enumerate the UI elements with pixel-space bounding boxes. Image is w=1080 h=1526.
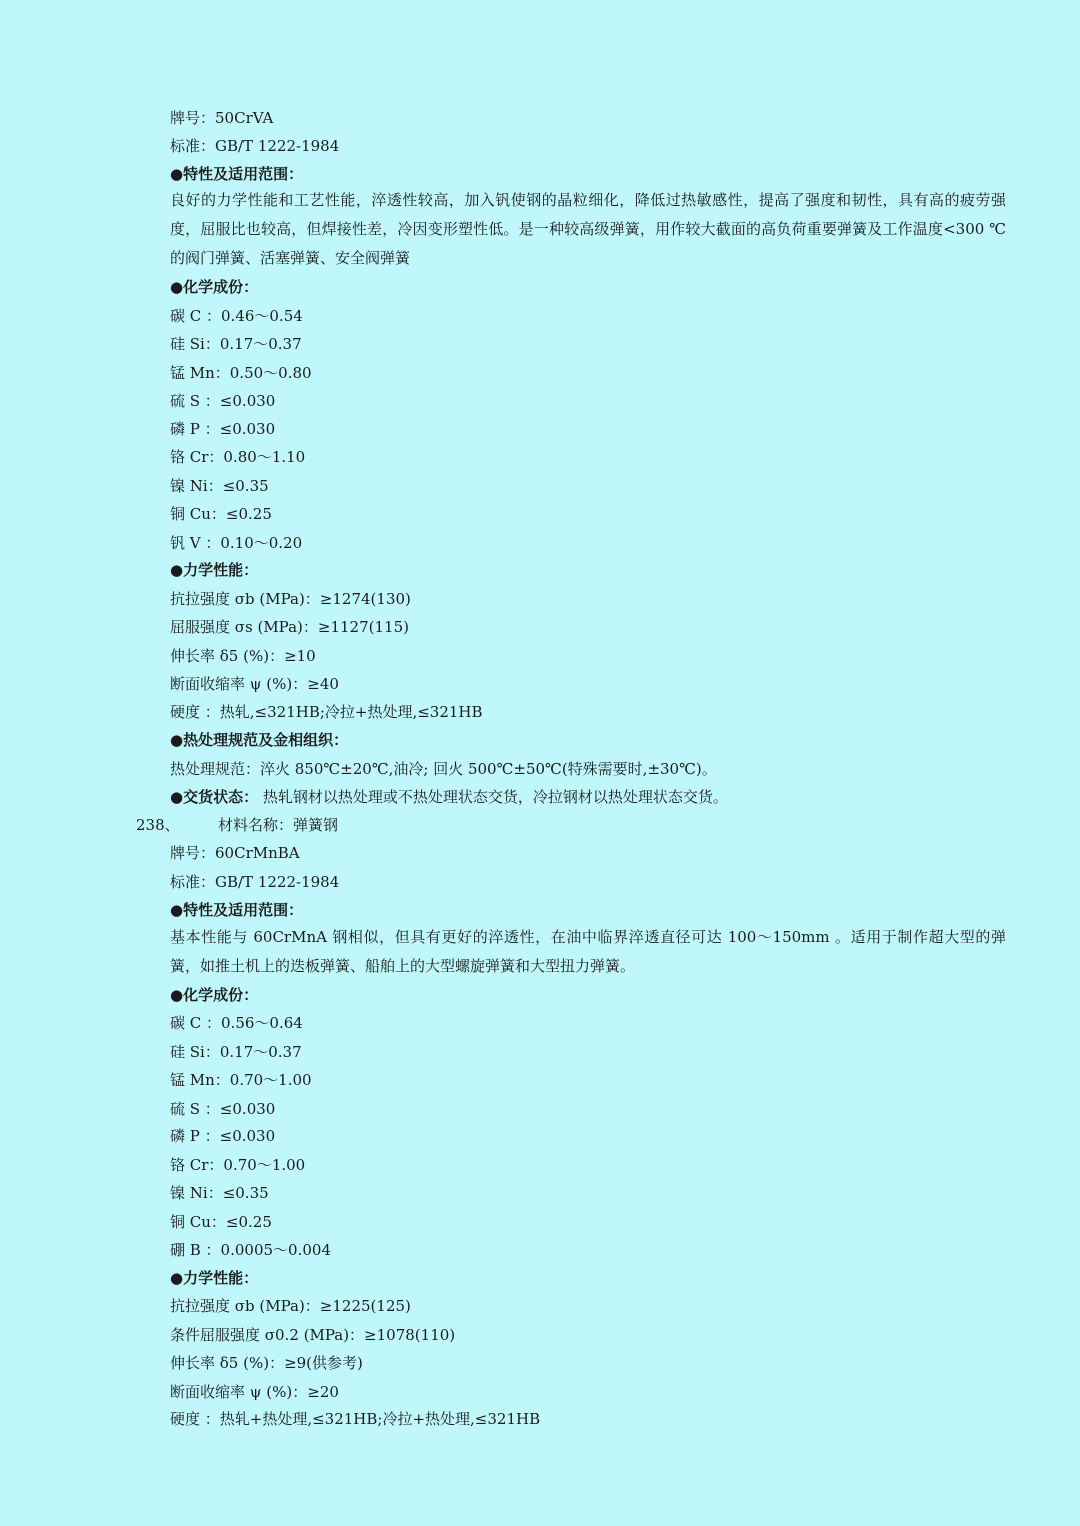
heat-treatment-heading: ●热处理规范及金相组织： [170, 731, 349, 749]
chem-item: 锰 Mn：0.50～0.80 [170, 364, 312, 382]
chem-item: 锰 Mn：0.70～1.00 [170, 1071, 312, 1089]
properties-heading: ●特性及适用范围： [170, 901, 304, 919]
chem-item: 硅 Si：0.17～0.37 [170, 335, 302, 353]
standard-line: 标准：GB/T 1222-1984 [170, 873, 340, 891]
chem-item: 硫 S ：≤0.030 [170, 392, 276, 410]
chem-item: 镍 Ni：≤0.35 [170, 477, 269, 495]
properties-text: 良好的力学性能和工艺性能，淬透性较高，加入钒使钢的晶粒细化，降低过热敏感性，提高了强度和韧性，具有高的疲劳强度，屈服比也较高，但焊接性差，冷因变形塑性低。是一种较高级弹簧，用作较大截面的高负荷重要弹簧及工作温度<300 ℃的阀门弹簧、活塞弹簧、安全阀弹簧 [170, 191, 1006, 267]
mechanical-heading: ●力学性能： [170, 1269, 259, 1287]
chem-item: 铜 Cu：≤0.25 [170, 505, 272, 523]
properties-heading: ●特性及适用范围： [170, 165, 304, 183]
mech-item: 断面收缩率 ψ (%)：≥20 [170, 1383, 339, 1401]
mech-item: 伸长率 δ5 (%)：≥10 [170, 647, 316, 665]
material-name: 材料名称：弹簧钢 [218, 816, 339, 834]
chemical-heading: ●化学成份： [170, 278, 259, 296]
properties-text: 基本性能与 60CrMnA 钢相似，但具有更好的淬透性，在油中临界淬透直径可达 100～150mm 。适用于制作超大型的弹簧，如推土机上的迭板弹簧、船舶上的大型螺旋弹簧和大型扭力弹簧。 [170, 928, 1006, 975]
chem-item: 磷 P ：≤0.030 [170, 420, 276, 438]
standard-line: 标准：GB/T 1222-1984 [170, 137, 340, 155]
mech-item: 断面收缩率 ψ (%)：≥40 [170, 675, 339, 693]
chem-item: 钒 V ：0.10～0.20 [170, 534, 303, 552]
chem-item: 铬 Cr：0.80～1.10 [170, 448, 306, 466]
chem-item: 碳 C ：0.56～0.64 [170, 1014, 303, 1032]
delivery-heading: ●交货状态： [170, 788, 259, 806]
chem-item: 硫 S ：≤0.030 [170, 1100, 276, 1118]
chem-item: 碳 C ：0.46～0.54 [170, 307, 303, 325]
delivery-line [170, 787, 728, 807]
chemical-heading: ●化学成份： [170, 986, 259, 1004]
mechanical-heading: ●力学性能： [170, 561, 259, 579]
mech-item: 抗拉强度 σb (MPa)：≥1274(130) [170, 590, 411, 608]
chem-item: 硼 B ：0.0005～0.004 [170, 1241, 331, 1259]
chem-item: 铜 Cu：≤0.25 [170, 1213, 272, 1231]
mech-item: 抗拉强度 σb (MPa)：≥1225(125) [170, 1297, 411, 1315]
mech-item: 硬度 ：热轧+热处理,≤321HB;冷拉+热处理,≤321HB [170, 1410, 541, 1428]
delivery-text: 热轧钢材以热处理或不热处理状态交货，冷拉钢材以热处理状态交货。 [262, 788, 728, 806]
mech-item: 条件屈服强度 σ0.2 (MPa)：≥1078(110) [170, 1326, 456, 1344]
mech-item: 硬度 ：热轧,≤321HB;冷拉+热处理,≤321HB [170, 703, 483, 721]
heat-treatment-text: 热处理规范：淬火 850℃±20℃,油冷; 回火 500℃±50℃(特殊需要时,±30℃)。 [170, 760, 717, 778]
chem-item: 镍 Ni：≤0.35 [170, 1184, 269, 1202]
grade-line: 牌号：60CrMnBA [170, 844, 300, 862]
mech-item: 伸长率 δ5 (%)：≥9(供参考) [170, 1354, 363, 1372]
chem-item: 硅 Si：0.17～0.37 [170, 1043, 302, 1061]
grade-line: 牌号：50CrVA [170, 109, 274, 127]
mech-item: 屈服强度 σs (MPa)：≥1127(115) [170, 618, 409, 636]
entry-number: 238、 [136, 816, 180, 834]
chem-item: 铬 Cr：0.70～1.00 [170, 1156, 306, 1174]
chem-item: 磷 P ：≤0.030 [170, 1127, 276, 1145]
